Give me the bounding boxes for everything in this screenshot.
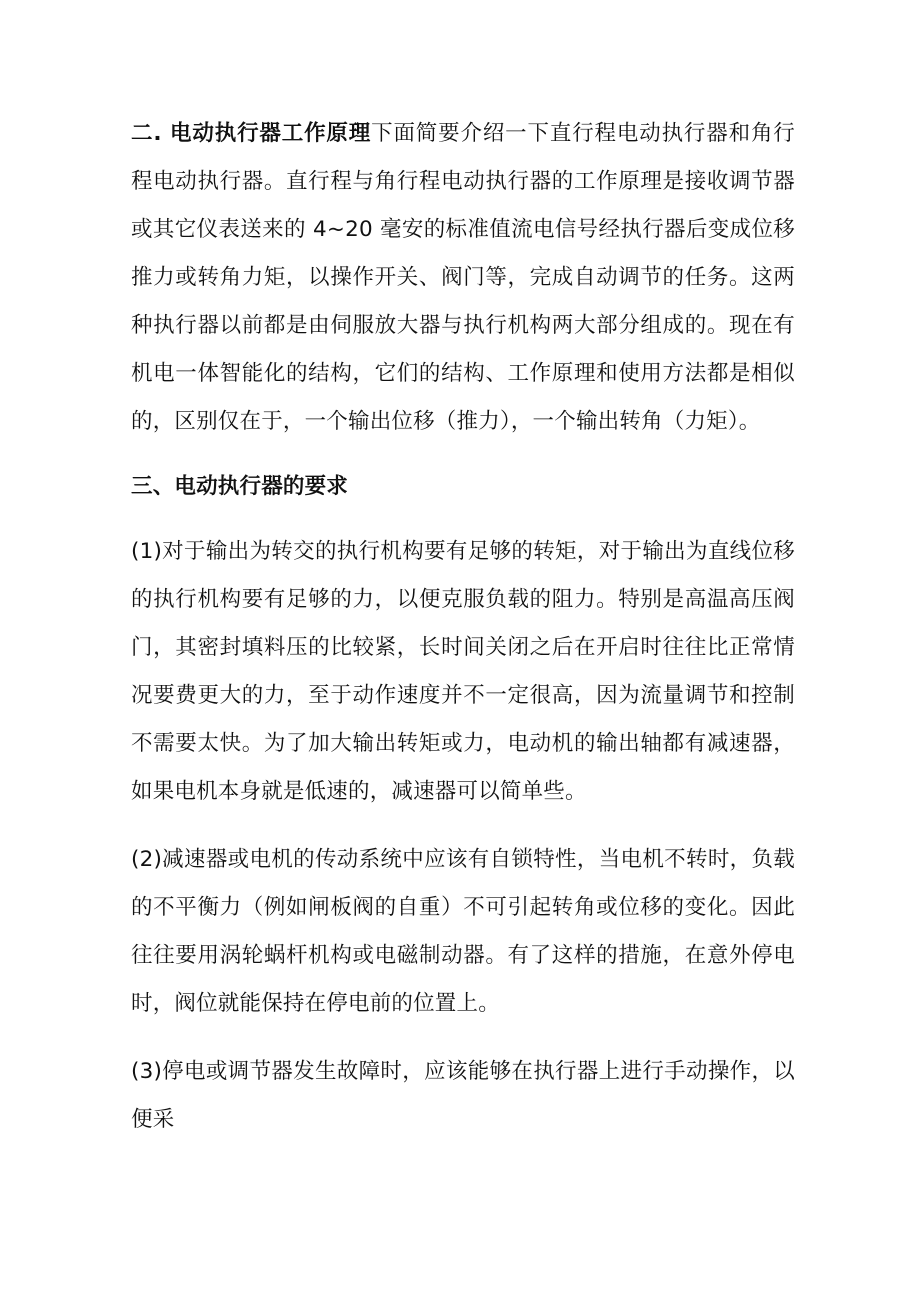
- requirement-3-paragraph: (3)停电或调节器发生故障时，应该能够在执行器上进行手动操作，以便采: [131, 1059, 795, 1132]
- requirement-2-paragraph: (2)减速器或电机的传动系统中应该有自锁特性，当电机不转时，负载的不平衡力（例如闸板阀的自重）不可引起转角或位移的变化。因此往往要用涡轮蜗杆机构或电磁制动器。有了这样的措施，在意外停电时，阀位就能保持在停电前的位置上。: [131, 847, 795, 1016]
- section-3-heading: 三、电动执行器的要求: [131, 474, 349, 499]
- document-page: [131, 110, 795, 1144]
- section-2-body: 下面简要介绍一下直行程电动执行器和角行程电动执行器。直行程与角行程电动执行器的工作原理是接收调节器或其它仪表送来的 4~20 毫安的标准值流电信号经执行器后变成位移推力或转角力矩，以操作开关、阀门等，完成自动调节的任务。这两种执行器以前都是由伺服放大器与执行机构两大部分组成的。现在有机电一体智能化的结构，它们的结构、工作原理和使用方法都是相似的，区别仅在于，一个输出位移（推力），一个输出转角（力矩）。: [131, 121, 795, 434]
- requirement-1-paragraph: (1)对于输出为转交的执行机构要有足够的转矩，对于输出为直线位移的执行机构要有足够的力，以便克服负载的阻力。特别是高温高压阀门，其密封填料压的比较紧，长时间关闭之后在开启时往往比正常情况要费更大的力，至于动作速度并不一定很高，因为流量调节和控制不需要太快。为了加大输出转矩或力，电动机的输出轴都有减速器，如果电机本身就是低速的，减速器可以简单些。: [131, 539, 795, 804]
- section-2-paragraph: [131, 110, 795, 446]
- section-2-heading: 二. 电动执行器工作原理: [131, 121, 372, 146]
